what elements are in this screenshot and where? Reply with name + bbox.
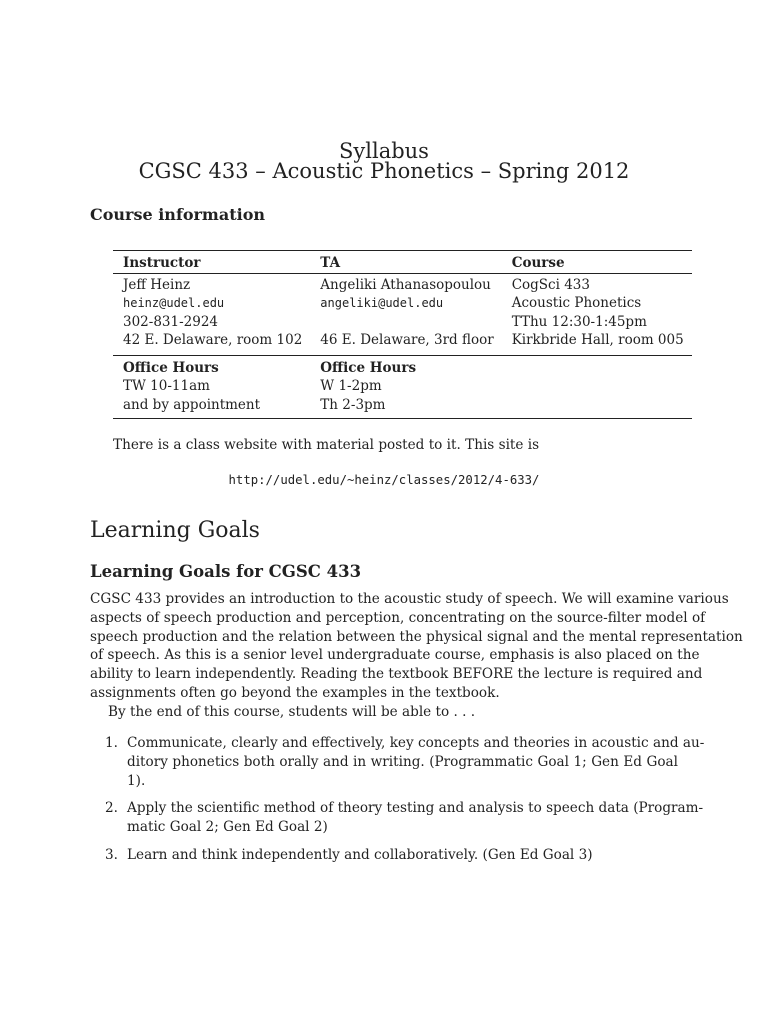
list-item-number: 2. xyxy=(105,800,118,817)
ta-email[interactable]: angeliki@udel.edu xyxy=(320,296,444,310)
instructor-office-hours-label: Office Hours xyxy=(123,359,219,376)
list-item-line: matic Goal 2; Gen Ed Goal 2) xyxy=(127,819,328,836)
paragraph-line: of speech. As this is a senior level undergraduate course, emphasis is also placed on the xyxy=(90,647,700,664)
column-header-instructor: Instructor xyxy=(123,255,201,271)
list-item xyxy=(90,734,705,790)
ta-office: 46 E. Delaware, 3rd floor xyxy=(320,332,494,348)
list-item-line: 1). xyxy=(127,772,146,789)
learning-goals-paragraph xyxy=(90,590,743,722)
course-location: Kirkbride Hall, room 005 xyxy=(511,332,684,348)
paragraph-line: CGSC 433 provides an introduction to the acoustic study of speech. We will examine various xyxy=(90,591,729,607)
ta-office-hours-label: Office Hours xyxy=(320,359,417,376)
course-name: Acoustic Phonetics xyxy=(511,295,642,311)
course-time: TThu 12:30-1:45pm xyxy=(511,313,647,330)
list-item-line: Learn and think independently and collaboratively. (Gen Ed Goal 3) xyxy=(127,846,593,863)
list-item-line: Communicate, clearly and effectively, key concepts and theories in acoustic and au- xyxy=(127,735,705,751)
list-item xyxy=(90,846,678,865)
ta-office-hours-1: W 1-2pm xyxy=(320,378,382,394)
course-information-heading: Course information xyxy=(90,205,265,224)
column-header-ta: TA xyxy=(320,255,341,271)
page-title: Syllabus xyxy=(339,139,429,163)
goals-intro: By the end of this course, students will be able to . . . xyxy=(108,703,476,720)
paragraph-line: speech production and the relation between the physical signal and the mental representation xyxy=(90,628,743,645)
instructor-office-hours-2: and by appointment xyxy=(123,396,261,413)
instructor-email[interactable]: heinz@udel.edu xyxy=(123,296,225,310)
learning-goals-heading: Learning Goals xyxy=(90,518,260,543)
list-item-line: ditory phonetics both orally and in writing. (Programmatic Goal 1; Gen Ed Goal xyxy=(127,753,678,770)
ta-name: Angeliki Athanasopoulou xyxy=(320,276,491,293)
ta-office-hours-2: Th 2-3pm xyxy=(320,396,386,413)
list-item-number: 1. xyxy=(105,735,118,751)
course-information-table xyxy=(113,250,692,419)
course-code: CogSci 433 xyxy=(511,276,590,293)
learning-goals-list xyxy=(90,734,705,874)
instructor-name: Jeff Heinz xyxy=(123,276,191,293)
course-title: CGSC 433 – Acoustic Phonetics – Spring 2012 xyxy=(138,159,630,183)
column-header-course: Course xyxy=(511,255,565,271)
learning-goals-subheading: Learning Goals for CGSC 433 xyxy=(90,562,362,581)
website-sentence: There is a class website with material posted to it. This site is xyxy=(113,437,540,453)
list-item xyxy=(90,799,704,837)
instructor-phone: 302-831-2924 xyxy=(123,313,219,330)
instructor-office: 42 E. Delaware, room 102 xyxy=(123,332,303,348)
website-url[interactable]: http://udel.edu/~heinz/classes/2012/4-633/ xyxy=(228,473,540,487)
paragraph-line: ability to learn independently. Reading the textbook BEFORE the lecture is required and xyxy=(90,666,703,683)
paragraph-line: assignments often go beyond the examples in the textbook. xyxy=(90,684,500,701)
instructor-office-hours-1: TW 10-11am xyxy=(123,378,210,394)
list-item-number: 3. xyxy=(105,846,118,863)
ta-phone xyxy=(310,313,501,332)
list-item-line: Apply the scientific method of theory testing and analysis to speech data (Program- xyxy=(127,800,704,817)
paragraph-line: aspects of speech production and perception, concentrating on the source-filter model of xyxy=(90,609,706,626)
